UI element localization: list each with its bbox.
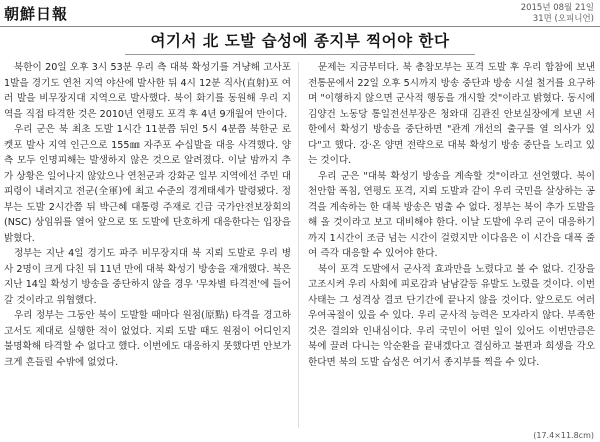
- article-column-right: [308, 60, 595, 370]
- masthead-rule: [0, 26, 600, 27]
- paragraph: 북한이 20일 오후 3시 53분 우리 측 대북 확성기를 겨냥해 고사포 1발을 경기도 연천 지역 야산에 발사한 뒤 4시 12분 직사(直射)포 여러 발을 비무장지대 지역으로 발사했다. 북이 화기를 동원해 우리 지역을 직접 타격한 것은 2010년 연평도 포격 후 4년 9개월여 만이다.: [4, 62, 291, 120]
- paragraph: 우리 군은 "대북 확성기 방송을 계속할 것"이라고 선언했다. 북이 천안함 폭침, 연평도 포격, 지뢰 도발과 같이 우리 국민을 살상하는 공격을 계속하는 한 대북 방송은 멈출 수 없다. 정부는 북이 추가 도발을 해 올 것이라고 보고 대비해야 한다. 이날 도발에 우리 군이 대응하기까지 1시간이 조금 넘는 시간이 걸렸지만 이다음은 이 시간을 대폭 줄여 즉각 대응할 수 있어야 한다.: [308, 170, 595, 259]
- headline-container: [80, 30, 520, 52]
- paragraph: 문제는 지금부터다. 북 총참모부는 포격 도발 후 우리 합참에 보낸 전통문에서 22일 오후 5시까지 방송 중단과 방송 시설 철거를 요구하며 "이행하지 않으면 군사적 행동을 개시할 것"이라고 밝혔다. 동시에 김양건 노동당 통일전선부장은 청와대 김관진 안보실장에게 보낸 서한에서 확성기 방송을 중단하면 "관계 개선의 출구를 열 의사가 있다"고 했다. 강·온 양면 전략으로 대북 확성기 방송 중단을 노리고 있는 것이다.: [308, 62, 595, 166]
- paragraph: 우리 정부는 그동안 북이 도발할 때마다 원점(原點) 타격을 경고하고서도 제대로 실행한 적이 없었다. 지뢰 도발 때도 원점이 어디인지 불명확해 타격할 수 없다고 했다. 이번에도 대응하지 못했다면 안보가 크게 흔들릴 수밖에 없었다.: [4, 310, 291, 368]
- headline: 여기서 北 도발 습성에 종지부 찍어야 한다: [150, 32, 450, 50]
- newspaper-logo: 朝鮮日報: [4, 5, 69, 23]
- clipping-size-note: (17.4×11.8cm): [533, 431, 594, 440]
- article-column-left: [4, 60, 291, 370]
- publish-date: 2015년 08월 21일: [520, 3, 594, 13]
- page-section: 31면 (오피니언): [532, 14, 594, 24]
- paragraph: 우리 군은 북 최초 도발 1시간 11분쯤 뒤인 5시 4분쯤 북한군 로켓포 발사 지역 인근으로 155㎜ 자주포 수십발을 대응 사격했다. 양측 모두 인명피해는 발생하지 않은 것으로 알려졌다. 이날 밤까지 추가 상황은 일어나지 않았으나 연천군과 강화군 일부 지역에선 주민 대피령이 내려지고 전군(全軍)에 최고 수준의 경계태세가 발령됐다. 정부는 도발 2시간쯤 뒤 박근혜 대통령 주재로 긴급 국가안전보장회의(NSC) 상임위를 열어 앞으로 또 도발에 단호하게 대응한다는 입장을 밝혔다.: [4, 124, 291, 244]
- paragraph: 북이 포격 도발에서 군사적 효과만을 노렸다고 볼 수 없다. 긴장을 고조시켜 우리 사회에 피로감과 남남갈등 유발도 노렸을 것이다. 이번 사태는 그 성격상 결코 단기간에 끝나지 않을 것이다. 앞으로도 여러 우여곡절이 있을 수 있다. 우리 군사적 능력은 모자라지 않다. 부족한 것은 결의와 인내심이다. 우리 국민이 어떤 일이 있어도 이번만큼은 북에 끌려 다니는 악순환을 끝내겠다고 결심하고 불편과 희생을 각오한다면 북의 도발 습성은 여기서 종지부를 찍을 수 있다.: [308, 263, 595, 368]
- column-divider: [298, 62, 299, 428]
- paragraph: 정부는 지난 4일 경기도 파주 비무장지대 북 지뢰 도발로 우리 병사 2명이 크게 다친 뒤 11년 만에 대북 확성기 방송을 재개했다. 북은 지난 14일 확성기 방송을 중단하지 않을 경우 '무차별 타격전'에 들어갈 것이라고 위협했다.: [4, 248, 291, 306]
- dateline: [521, 3, 594, 25]
- headline-rule: [125, 54, 475, 55]
